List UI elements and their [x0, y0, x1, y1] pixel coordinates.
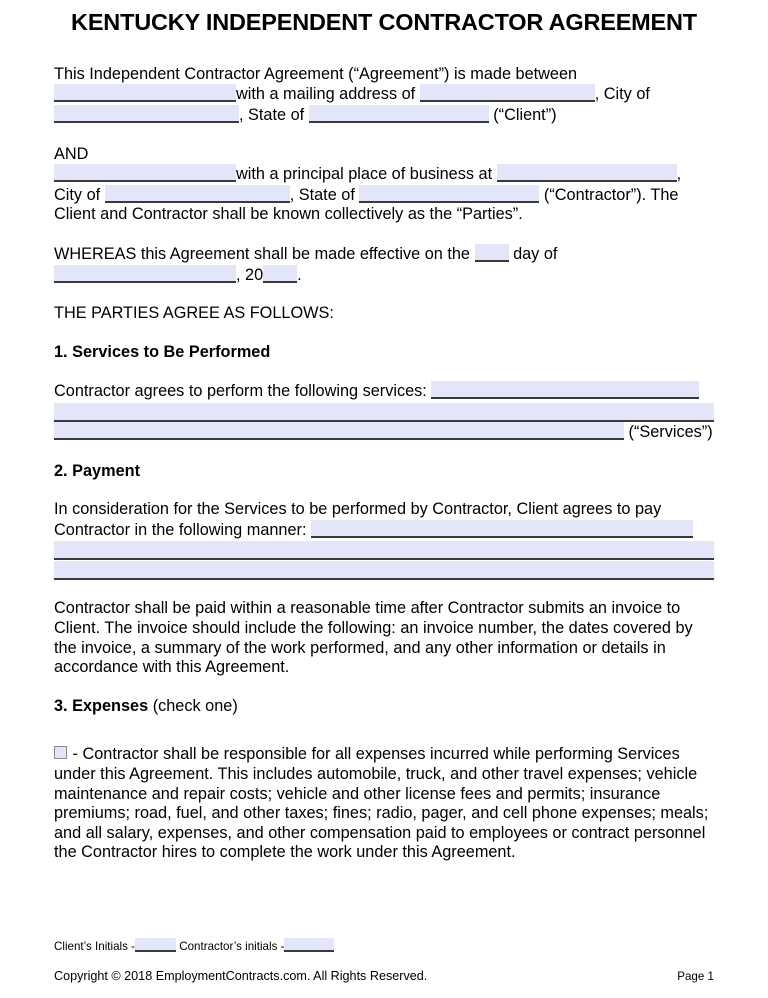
expenses-option-1-text: - Contractor shall be responsible for all expenses incurred while performing Services under this Agreement. This includes automobile, truck, and other travel expenses; vehicle maintenance and repair costs; vehicle and other license fees and permits; insurance premiums; road, fuel, and other taxes; fines; radio, pager, and cell phone expenses; meals; and all salary, expenses, and other compensation paid to employees or contract personnel the Contractor hires to complete the work under this Agreement. [54, 745, 709, 862]
intro-client-label: (“Client”) [493, 106, 557, 125]
year-suffix-label: . [297, 265, 302, 284]
and-label: AND [54, 144, 89, 163]
and-after-business-label: , [676, 165, 682, 184]
section-1-title: Services to Be Performed [72, 342, 271, 361]
client-initials-field[interactable] [135, 938, 176, 952]
section-1-fields [54, 381, 714, 442]
section-2-number: 2. [54, 461, 68, 480]
contractor-business-address-field[interactable] [497, 164, 677, 182]
checkbox-icon[interactable] [54, 746, 67, 759]
section-3-heading [54, 697, 714, 717]
services-last-line [54, 422, 714, 443]
and-line-2 [54, 164, 714, 185]
payment-lead-line-2 [54, 520, 714, 541]
contractor-initials-field[interactable] [284, 938, 334, 952]
services-lead-label: Contractor agrees to perform the following services: [54, 382, 427, 401]
whereas-before-day-label: WHEREAS this Agreement shall be made effective on the [54, 245, 470, 263]
initials-row [54, 938, 334, 954]
contractor-name-field[interactable] [54, 164, 236, 182]
payment-field-line-1[interactable] [311, 520, 693, 538]
copyright-text: Copyright © 2018 EmploymentContracts.com. All Rights Reserved. [54, 969, 428, 983]
effective-day-field[interactable] [475, 244, 509, 262]
section-2-heading [54, 462, 714, 482]
intro-after-name-label: with a mailing address of [236, 85, 416, 104]
section-1-number: 1. [54, 342, 68, 361]
and-paragraph [54, 145, 714, 225]
services-trailing-label: (“Services”) [628, 422, 713, 441]
contractor-initials-label: Contractor’s initials - [179, 940, 285, 953]
page-number: Page 1 [677, 970, 714, 983]
and-after-city-label: , State of [289, 185, 355, 204]
intro-line-2 [54, 84, 714, 105]
services-lead-line [54, 381, 714, 402]
client-city-field[interactable] [54, 105, 239, 123]
section-3-number: 3. [54, 696, 68, 715]
payment-lead-line-1: In consideration for the Services to be performed by Contractor, Client agrees to pay [54, 500, 662, 519]
whereas-after-day-label: day of [513, 245, 558, 263]
intro-after-address-label: , City of [594, 85, 650, 104]
and-contractor-label: (“Contractor”). The [543, 185, 679, 204]
services-field-line-2[interactable] [54, 403, 714, 422]
client-state-field[interactable] [309, 105, 489, 123]
section-2-fields [54, 500, 714, 580]
whereas-line-1 [54, 244, 714, 265]
page-title: KENTUCKY INDEPENDENT CONTRACTOR AGREEMENT [71, 9, 697, 35]
client-mailing-address-field[interactable] [420, 84, 595, 102]
services-field-line-3[interactable] [54, 422, 624, 440]
and-line-3 [54, 185, 714, 206]
and-city-label: City of [54, 185, 101, 204]
payment-invoice-paragraph: Contractor shall be paid within a reasonable time after Contractor submits an invoice to Client. The invoice should include the following: an invoice number, the dates covered by the invoice, a summary of the work performed, and any other information or details in accordance with this Agreement. [54, 599, 693, 677]
section-1-heading [54, 343, 714, 363]
section-3-heading-suffix: (check one) [152, 696, 238, 715]
and-after-name-label: with a principal place of business at [236, 165, 493, 184]
expenses-option-1 [54, 745, 714, 863]
whereas-line-2 [54, 265, 714, 286]
section-2-title: Payment [72, 461, 140, 480]
payment-field-line-3[interactable] [54, 561, 714, 580]
client-name-field[interactable] [54, 84, 236, 102]
intro-line-1: This Independent Contractor Agreement (“Agreement”) is made between [54, 64, 578, 83]
intro-paragraph [54, 65, 714, 126]
whereas-paragraph [54, 244, 714, 285]
document-body [54, 65, 714, 863]
section-3-title: Expenses [72, 696, 149, 715]
document-page [0, 6, 768, 998]
footer-row [54, 969, 714, 984]
intro-after-city-label: , State of [239, 106, 305, 125]
intro-line-3 [54, 105, 714, 126]
contractor-city-field[interactable] [105, 185, 290, 203]
payment-field-line-2[interactable] [54, 541, 714, 560]
contractor-state-field[interactable] [359, 185, 539, 203]
payment-lead-label: Contractor in the following manner: [54, 520, 307, 539]
effective-year-field[interactable] [263, 265, 297, 283]
services-field-line-1[interactable] [431, 381, 699, 399]
client-initials-label: Client’s Initials - [54, 940, 135, 953]
year-prefix-label: , 20 [236, 265, 264, 284]
effective-month-field[interactable] [54, 265, 236, 283]
and-line-4: Client and Contractor shall be known collectively as the “Parties”. [54, 205, 523, 224]
parties-agree-line: THE PARTIES AGREE AS FOLLOWS: [54, 304, 334, 323]
